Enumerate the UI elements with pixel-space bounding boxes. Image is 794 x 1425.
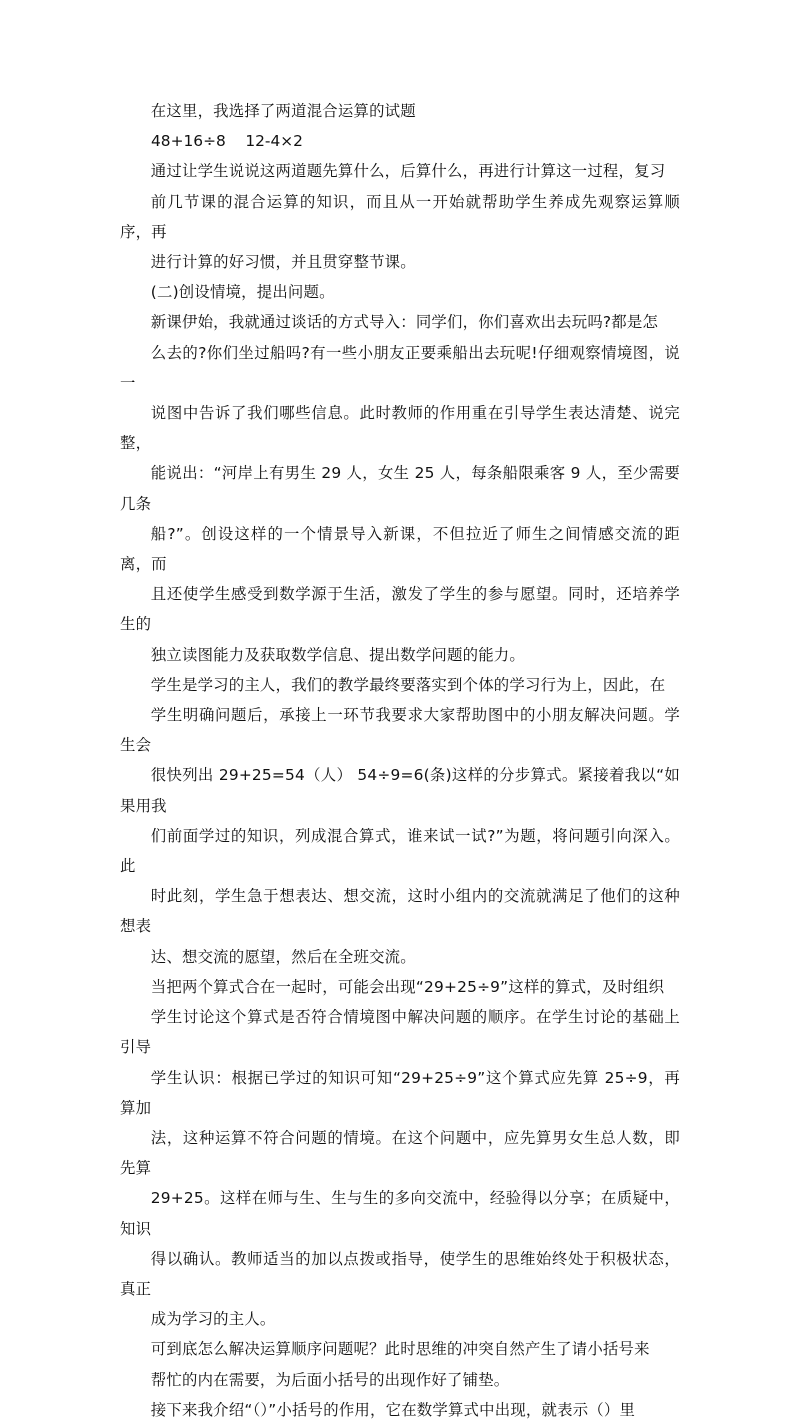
text-line: 法，这种运算不符合问题的情境。在这个问题中，应先算男女生总人数，即先算 xyxy=(120,1128,680,1178)
text-line: 新课伊始，我就通过谈话的方式导入：同学们，你们喜欢出去玩吗?都是怎 xyxy=(150,313,659,332)
text-line: 船?”。创设这样的一个情景导入新课，不但拉近了师生之间情感交流的距离，而 xyxy=(120,524,680,574)
text-line: 说图中告诉了我们哪些信息。此时教师的作用重在引导学生表达清楚、说完整， xyxy=(120,404,680,453)
text-line: 当把两个算式合在一起时，可能会出现“29+25÷9”这样的算式，及时组织 xyxy=(150,977,665,996)
text-line: 接下来我介绍“（）”小括号的作用，它在数学算式中出现，就表示（）里 xyxy=(150,1400,636,1419)
text-line: 么去的?你们坐过船吗?有一些小朋友正要乘船出去玩呢!仔细观察情境图，说一 xyxy=(120,343,680,392)
text-line: 学生认识：根据已学过的知识可知“29+25÷9”这个算式应先算 25÷9，再算加 xyxy=(120,1068,680,1117)
text-line: 在这里，我选择了两道混合运算的试题 xyxy=(150,102,416,120)
text-line: 成为学习的主人。 xyxy=(150,1310,276,1329)
text-line: 可到底怎么解决运算顺序问题呢？此时思维的冲突自然产生了请小括号来 xyxy=(150,1340,650,1359)
section-heading xyxy=(120,277,680,307)
text-line: 独立读图能力及获取数学信息、提出数学问题的能力。 xyxy=(150,645,525,664)
text-line: 前几节课的混合运算的知识，而且从一开始就帮助学生养成先观察运算顺序，再 xyxy=(120,192,680,241)
document-body xyxy=(120,96,680,1425)
text-line: 能说出：“河岸上有男生 29 人，女生 25 人，每条船限乘客 9 人，至少需要几条 xyxy=(120,464,680,513)
text-line: (二)创设情境，提出问题。 xyxy=(150,283,335,302)
paragraph-intro xyxy=(120,96,680,126)
text-line: 学生是学习的主人，我们的教学最终要落实到个体的学习行为上，因此，在 xyxy=(150,675,666,694)
text-line: 学生讨论这个算式是否符合情境图中解决问题的顺序。在学生讨论的基础上引导 xyxy=(120,1008,680,1057)
formula-line: 48+16÷8 12-4×2 xyxy=(151,132,303,151)
text-line: 且还使学生感受到数学源于生活，激发了学生的参与愿望。同时，还培养学生的 xyxy=(120,585,680,634)
paragraph-combine-formulas xyxy=(120,972,680,1334)
text-line: 学生明确问题后，承接上一环节我要求大家帮助图中的小朋友解决问题。学生会 xyxy=(120,706,680,755)
text-line: 进行计算的好习惯，并且贯穿整节课。 xyxy=(150,253,416,272)
text-line: 达、想交流的愿望，然后在全班交流。 xyxy=(150,947,416,966)
text-line: 得以确认。教师适当的加以点拨或指导，使学生的思维始终处于积极状态，真正 xyxy=(120,1249,680,1298)
paragraph-parentheses-intro xyxy=(120,1395,680,1425)
paragraph-parentheses-need xyxy=(120,1334,680,1394)
text-line: 帮忙的内在需要，为后面小括号的出现作好了铺垫。 xyxy=(150,1370,510,1389)
text-line: 通过让学生说说这两道题先算什么，后算什么，再进行计算这一过程，复习 xyxy=(150,162,666,181)
paragraph-review xyxy=(120,156,680,277)
text-line: 们前面学过的知识，列成混合算式，谁来试一试?”为题，将问题引向深入。此 xyxy=(120,826,680,876)
paragraph-student-master xyxy=(120,670,680,972)
text-line: 很快列出 29+25=54（人） 54÷9=6(条)这样的分步算式。紧接着我以“如果用我 xyxy=(120,766,680,815)
text-line: 29+25。这样在师与生、生与生的多向交流中，经验得以分享；在质疑中，知识 xyxy=(120,1189,680,1238)
paragraph-introduction xyxy=(120,307,680,669)
text-line: 时此刻，学生急于想表达、想交流，这时小组内的交流就满足了他们的这种想表 xyxy=(120,887,680,936)
